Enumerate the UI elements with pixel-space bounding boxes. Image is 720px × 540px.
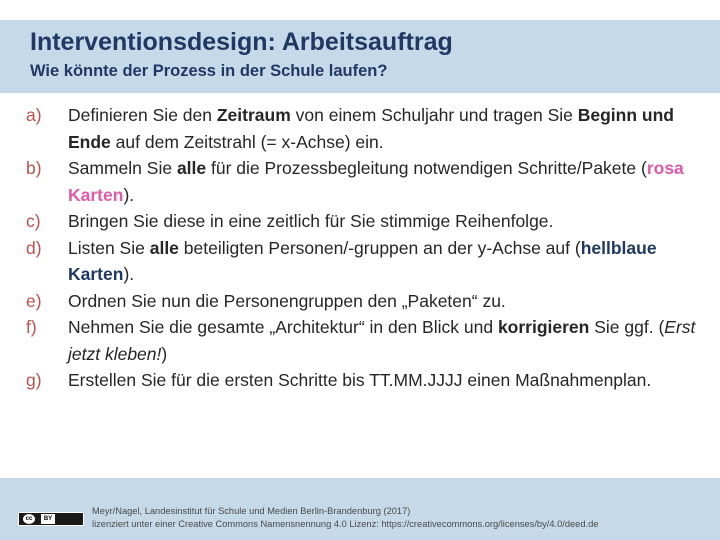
task-item xyxy=(26,367,696,394)
task-item xyxy=(26,208,696,235)
task-marker: a) xyxy=(26,105,42,125)
task-marker: d) xyxy=(26,237,42,258)
header-bar xyxy=(0,20,720,93)
by-label: BY xyxy=(41,514,55,524)
task-marker: e) xyxy=(26,290,42,311)
task-text-segment: Beginn und Ende xyxy=(68,105,674,152)
task-text-segment: alle xyxy=(149,237,179,258)
cc-by-license-badge-icon xyxy=(18,512,84,526)
task-list xyxy=(26,102,696,394)
task-text-segment: korrigieren xyxy=(497,317,590,337)
task-text-segment: Nehmen Sie die gesamte „Architektur“ in den Blick und xyxy=(68,317,498,337)
page-subtitle: Wie könnte der Prozess in der Schule laufen? xyxy=(30,62,388,80)
task-item xyxy=(26,155,696,208)
cc-circle-icon: cc xyxy=(23,514,35,524)
task-marker: b) xyxy=(26,158,42,178)
task-text-segment: für die Prozessbegleitung notwendigen Schritte/Pakete ( xyxy=(206,158,647,178)
task-item xyxy=(26,288,696,315)
task-text-segment: Sie ggf. ( xyxy=(589,317,665,337)
task-text-segment: ). xyxy=(123,264,135,284)
task-text-segment: ). xyxy=(123,184,135,205)
task-text-segment: alle xyxy=(176,158,207,178)
page-title: Interventionsdesign: Arbeitsauftrag xyxy=(30,28,453,56)
task-text-segment: Zeitraum xyxy=(216,105,291,125)
task-text-segment: Ordnen Sie nun die Personengruppen den „Paketen“ zu. xyxy=(68,290,506,311)
task-text-segment: Sammeln Sie xyxy=(68,158,177,178)
task-marker: g) xyxy=(26,370,42,390)
task-marker: f) xyxy=(26,317,37,337)
credit-line-1: Meyr/Nagel, Landesinstitut für Schule und Medien Berlin-Brandenburg (2017) xyxy=(92,506,411,516)
credit-line-2: lizenziert unter einer Creative Commons Namensnennung 4.0 Lizenz: https://creativecommons.org/licenses/by/4.0/deed.de xyxy=(92,519,599,529)
task-text-segment: Definieren Sie den xyxy=(68,105,217,125)
task-text-segment: auf dem Zeitstrahl (= x-Achse) ein. xyxy=(110,131,384,152)
task-text-segment: beteiligten Personen/-gruppen an der y-Achse auf ( xyxy=(178,237,581,258)
task-text-segment: Bringen Sie diese in eine zeitlich für Sie stimmige Reihenfolge. xyxy=(68,211,554,231)
task-item xyxy=(26,314,696,367)
task-text-segment: Erstellen Sie für die ersten Schritte bis TT.MM.JJJJ einen Maßnahmenplan. xyxy=(68,370,652,390)
footer-bar xyxy=(0,478,720,540)
task-item xyxy=(26,235,696,288)
task-text-segment: Listen Sie xyxy=(68,237,150,258)
license-credit xyxy=(92,505,598,531)
task-text-segment: von einem Schuljahr und tragen Sie xyxy=(290,105,578,125)
task-marker: c) xyxy=(26,211,41,231)
task-text-segment: Erst jetzt kleben! xyxy=(68,317,696,364)
task-text-segment: hellblaue Karten xyxy=(68,237,657,284)
task-item xyxy=(26,102,696,155)
task-text-segment: rosa Karten xyxy=(68,158,684,205)
task-text-segment: ) xyxy=(161,343,168,364)
